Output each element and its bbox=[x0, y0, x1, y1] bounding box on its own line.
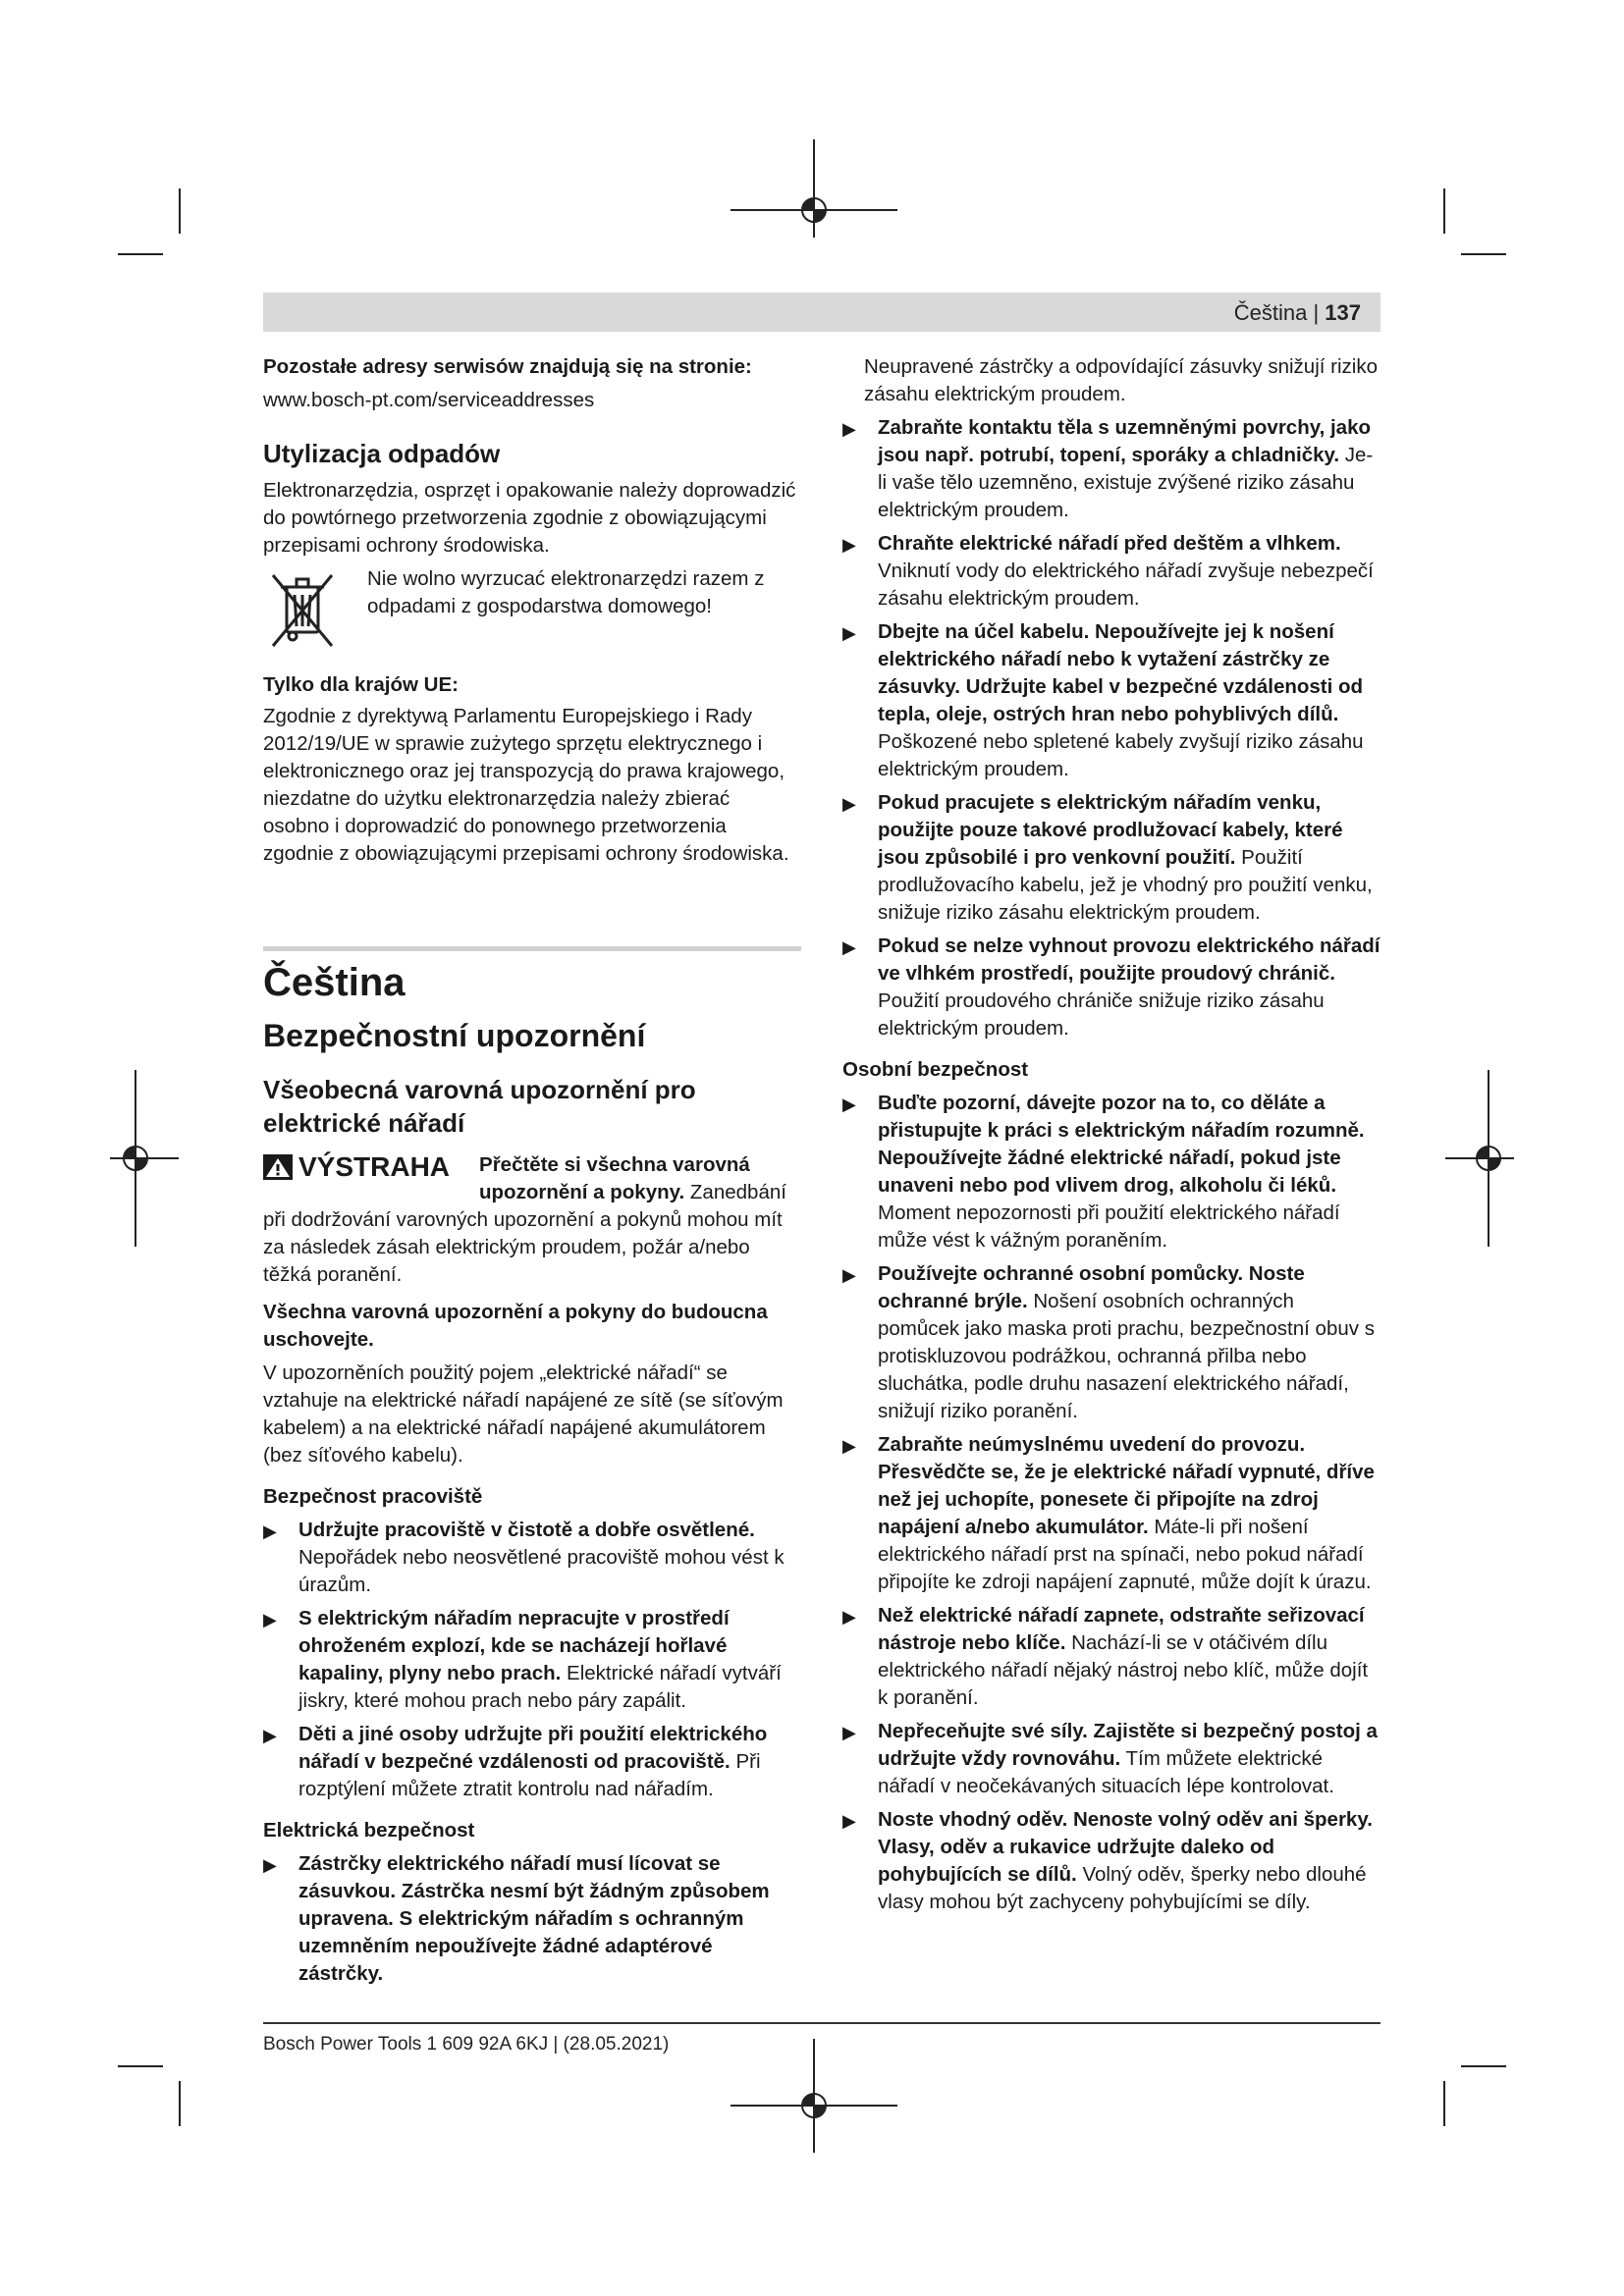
bullet-bold: Noste vhodný oděv. Nenoste volný oděv ani šperky. Vlasy, oděv a rukavice udržujte daleko od pohybujících se dílů. bbox=[878, 1808, 1373, 1886]
bullet-text: Nepořádek nebo neosvětlené pracoviště mohou vést k úrazům. bbox=[298, 1546, 785, 1596]
page-number: 137 bbox=[1325, 300, 1361, 325]
crop-mark-tl-v bbox=[179, 188, 181, 234]
electric-item bbox=[842, 530, 1380, 613]
page-footer: Bosch Power Tools 1 609 92A 6KJ | (28.05.2021) bbox=[263, 2034, 670, 2055]
bullet-bold: Zabraňte neúmyslnému uvedení do provozu. Přesvědčte se, že je elektrické nářadí vypnuté, dříve než jej uchopíte, ponesete či připojíte na zdroj napájení a/nebo akumulátor. bbox=[878, 1433, 1375, 1538]
electric-item bbox=[842, 618, 1380, 783]
general-warnings-title: Všeobecná varovná upozornění pro elektrické nářadí bbox=[263, 1075, 696, 1138]
bullet-bold: Než elektrické nářadí zapnete, odstraňte seřizovací nástroje nebo klíče. bbox=[878, 1604, 1365, 1654]
personal-item bbox=[842, 1260, 1380, 1425]
electric-heading: Elektrická bezpečnost bbox=[263, 1819, 475, 1842]
arrow-bullet-icon: ▶ bbox=[842, 937, 856, 957]
bullet-bold: Pokud pracujete s elektrickým nářadím venku, použijte pouze takové prodlužovací kabely, které jsou způsobilé i pro venkovní použití. bbox=[878, 791, 1343, 869]
arrow-bullet-icon: ▶ bbox=[842, 535, 856, 555]
bullet-text: Nachází-li se v otáčivém dílu elektrického nářadí nějaký nástroj nebo klíč, může dojít k poranění. bbox=[878, 1631, 1369, 1709]
crop-mark-tl-h bbox=[118, 253, 163, 255]
arrow-bullet-icon: ▶ bbox=[842, 1811, 856, 1831]
eu-text: Zgodnie z dyrektywą Parlamentu Europejskiego i Rady 2012/19/UE w sprawie zużytego sprzętu elektrycznego i elektronicznego oraz jej transpozycją do prawa krajowego, niezdatne do użytku elektronarzędzia należy zbierać osobno i doprowadzić do ponownego przetworzenia zgodnie z obowiązującymi przepisami ochrony środowiska. bbox=[263, 705, 789, 865]
registration-mark-right-icon bbox=[1469, 1139, 1508, 1178]
language-title: Čeština bbox=[263, 961, 406, 1004]
registration-mark-bottom-icon bbox=[794, 2086, 834, 2125]
crop-mark-bl-h bbox=[118, 2065, 163, 2067]
bullet-text: Použití prodlužovacího kabelu, jež je vhodný pro použití venku, snižuje riziko zásahu elektrickým proudem. bbox=[878, 846, 1373, 924]
bullet-text: Při rozptýlení můžete ztratit kontrolu nad nářadím. bbox=[298, 1750, 761, 1800]
continuation-text: Neupravené zástrčky a odpovídající zásuvky snižují riziko zásahu elektrickým proudem. bbox=[864, 355, 1378, 405]
workplace-item bbox=[263, 1517, 801, 1599]
arrow-bullet-icon: ▶ bbox=[842, 1436, 856, 1456]
personal-item bbox=[842, 1602, 1380, 1712]
arrow-bullet-icon: ▶ bbox=[842, 623, 856, 643]
arrow-bullet-icon: ▶ bbox=[263, 1855, 277, 1875]
personal-heading: Osobní bezpečnost bbox=[842, 1058, 1029, 1081]
bullet-text: Poškozené nebo spletené kabely zvyšují riziko zásahu elektrickým proudem. bbox=[878, 730, 1364, 780]
bullet-bold: Dbejte na účel kabelu. Nepoužívejte jej k nošení elektrického nářadí nebo k vytažení zástrčky ze zásuvky. Udržujte kabel v bezpečné vzdálenosti od tepla, oleje, ostrých hran nebo pohyblivých dílů. bbox=[878, 620, 1364, 725]
weee-notice bbox=[263, 565, 801, 650]
bullet-text: Použití proudového chrániče snižuje riziko zásahu elektrickým proudem. bbox=[878, 989, 1325, 1040]
bullet-text: Nošení osobních ochranných pomůcek jako maska proti prachu, bezpečnostní obuv s protiskluzovou podrážkou, ochranná přilba nebo sluchátka, podle druhu nasazení elektrického nářadí, snižují riziko poranění. bbox=[878, 1290, 1375, 1422]
crossed-bin-icon bbox=[267, 569, 338, 650]
bullet-bold: Nepřeceňujte své síly. Zajistěte si bezpečný postoj a udržujte vždy rovnováhu. bbox=[878, 1720, 1378, 1770]
personal-item bbox=[842, 1090, 1380, 1255]
registration-mark-left-icon bbox=[116, 1139, 155, 1178]
bullet-text: Máte-li při nošení elektrického nářadí prst na spínači, nebo pokud nářadí připojíte ke zdroji napájení zapnuté, může dojít k úrazu. bbox=[878, 1516, 1372, 1593]
bullet-text: Volný oděv, šperky nebo dlouhé vlasy mohou být zachyceny pohybujícími se díly. bbox=[878, 1863, 1367, 1913]
electric-item bbox=[842, 414, 1380, 524]
personal-item bbox=[842, 1431, 1380, 1596]
bullet-bold: Používejte ochranné osobní pomůcky. Noste ochranné brýle. bbox=[878, 1262, 1305, 1312]
right-column bbox=[842, 353, 1380, 1922]
crop-mark-tr-h bbox=[1461, 253, 1506, 255]
warning-label bbox=[263, 1153, 450, 1181]
electric-item bbox=[842, 789, 1380, 927]
warning-block bbox=[263, 1151, 801, 1289]
electric-item bbox=[263, 1850, 801, 1988]
arrow-bullet-icon: ▶ bbox=[842, 1723, 856, 1742]
crop-mark-br-v bbox=[1443, 2081, 1445, 2126]
bullet-bold: Děti a jiné osoby udržujte při použití elektrického nářadí v bezpečné vzdálenosti od pracoviště. bbox=[298, 1723, 768, 1773]
warning-label-text: VÝSTRAHA bbox=[298, 1151, 451, 1182]
term-text: V upozorněních použitý pojem „elektrické nářadí“ se vztahuje na elektrické nářadí napájené ze sítě (se síťovým kabelem) a na elektrické nářadí napájené akumulátorem (bez síťového kabelu). bbox=[263, 1362, 784, 1467]
workplace-item bbox=[263, 1605, 801, 1715]
bullet-text: Je-li vaše tělo uzemněno, existuje zvýšené riziko zásahu elektrickým proudem. bbox=[878, 444, 1374, 521]
crop-mark-tr-v bbox=[1443, 188, 1445, 234]
arrow-bullet-icon: ▶ bbox=[842, 1607, 856, 1627]
bullet-bold: Pokud se nelze vyhnout provozu elektrického nářadí ve vlhkém prostředí, použijte proudový chránič. bbox=[878, 934, 1380, 985]
footer-rule bbox=[263, 2022, 1380, 2024]
crop-mark-br-h bbox=[1461, 2065, 1506, 2067]
continuation-wrap bbox=[842, 353, 1380, 408]
bullet-text: Elektrické nářadí vytváří jiskry, které mohou prach nebo páry zapálit. bbox=[298, 1662, 782, 1712]
workplace-heading: Bezpečnost pracoviště bbox=[263, 1485, 483, 1508]
weee-text: Nie wolno wyrzucać elektronarzędzi razem z odpadami z gospodarstwa domowego! bbox=[367, 567, 765, 617]
warning-text: Zanedbání při dodržování varovných upozornění a pokynů mohou mít za následek zásah elektrickým proudem, požár a/nebo těžká poranění. bbox=[263, 1181, 786, 1286]
section-divider bbox=[263, 946, 801, 951]
arrow-bullet-icon: ▶ bbox=[263, 1522, 277, 1541]
service-url: www.bosch-pt.com/serviceaddresses bbox=[263, 389, 595, 411]
personal-item bbox=[842, 1718, 1380, 1800]
arrow-bullet-icon: ▶ bbox=[263, 1610, 277, 1629]
bullet-bold: Zástrčky elektrického nářadí musí lícovat se zásuvkou. Zástrčka nesmí být žádným způsobem upravena. S elektrickým nářadím s ochranným uzemněním nepoužívejte žádné adaptérové zástrčky. bbox=[298, 1852, 770, 1985]
header-section: Čeština bbox=[1233, 300, 1308, 325]
electric-item bbox=[842, 933, 1380, 1042]
bullet-bold: Chraňte elektrické nářadí před deštěm a vlhkem. bbox=[878, 532, 1341, 555]
bullet-text: Moment nepozornosti při použití elektrického nářadí může vést k vážným poraněním. bbox=[878, 1201, 1340, 1252]
arrow-bullet-icon: ▶ bbox=[842, 419, 856, 439]
arrow-bullet-icon: ▶ bbox=[842, 1095, 856, 1114]
disposal-text: Elektronarzędzia, osprzęt i opakowanie należy doprowadzić do powtórnego przetworzenia zgodnie z obowiązującymi przepisami ochrony środowiska. bbox=[263, 479, 796, 557]
arrow-bullet-icon: ▶ bbox=[842, 794, 856, 814]
registration-mark-top-icon bbox=[794, 190, 834, 230]
personal-item bbox=[842, 1806, 1380, 1916]
bullet-bold: Udržujte pracoviště v čistotě a dobře osvětlené. bbox=[298, 1519, 755, 1541]
left-column bbox=[263, 353, 801, 1994]
bullet-text: Tím můžete elektrické nářadí v neočekávaných situacích lépe kontrolovat. bbox=[878, 1747, 1334, 1797]
service-heading: Pozostałe adresy serwisów znajdują się na stronie: bbox=[263, 355, 752, 378]
page-header bbox=[263, 293, 1380, 332]
arrow-bullet-icon: ▶ bbox=[842, 1265, 856, 1285]
keep-heading: Všechna varovná upozornění a pokyny do budoucna uschovejte. bbox=[263, 1301, 768, 1351]
bullet-text: Vniknutí vody do elektrického nářadí zvyšuje nebezpečí zásahu elektrickým proudem. bbox=[878, 560, 1374, 610]
safety-title: Bezpečnostní upozornění bbox=[263, 1018, 646, 1053]
bullet-bold: S elektrickým nářadím nepracujte v prostředí ohroženém explozí, kde se nacházejí hořlavé kapaliny, plyny nebo prach. bbox=[298, 1607, 730, 1684]
warning-triangle-icon bbox=[263, 1154, 293, 1180]
warning-bold: Přečtěte si všechna varovná upozornění a pokyny. bbox=[479, 1153, 750, 1203]
page-header-text: Čeština | 137 bbox=[1233, 300, 1361, 325]
bullet-bold: Buďte pozorní, dávejte pozor na to, co děláte a přistupujte k práci s elektrickým nářadím rozumně. Nepoužívejte žádné elektrické nářadí, pokud jste unaveni nebo pod vlivem drog, alkoholu či léků. bbox=[878, 1092, 1365, 1197]
eu-heading: Tylko dla krajów UE: bbox=[263, 673, 459, 696]
arrow-bullet-icon: ▶ bbox=[263, 1726, 277, 1745]
crop-mark-bl-v bbox=[179, 2081, 181, 2126]
bullet-bold: Zabraňte kontaktu těla s uzemněnými povrchy, jako jsou např. potrubí, topení, sporáky a chladničky. bbox=[878, 416, 1372, 466]
disposal-title: Utylizacja odpadów bbox=[263, 439, 501, 468]
workplace-item bbox=[263, 1721, 801, 1803]
